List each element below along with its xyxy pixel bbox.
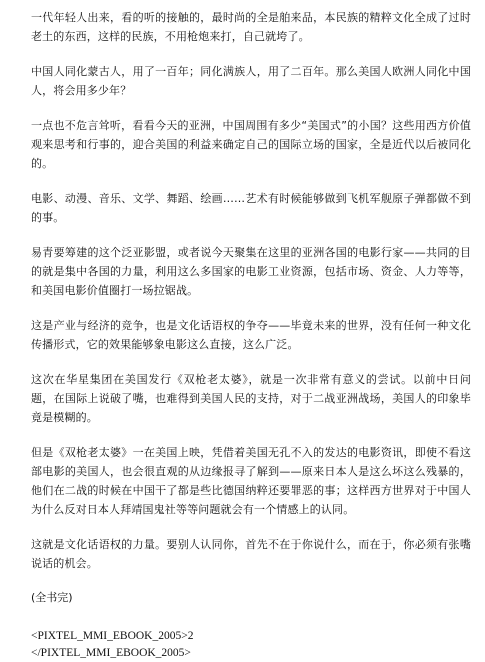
paragraph-4: 电影、动漫、音乐、文学、舞蹈、绘画……艺术有时候能够做到飞机军舰原子弹都做不到的事。 (31, 192, 471, 224)
paragraph-8: 但是《双枪老太婆》一在美国上映，凭借着美国无孔不入的发达的电影资讯，即使不看这部电影的美国人，也会很直观的从边缘报寻了解到——原来日本人是这么坏这么残暴的，他们在二战的时候在中国干了都是些比德国纳粹还要罪恶的事；这样西方世界对于中国人为什么反对日本人拜靖国鬼社等等问题就会有一个情感上的认同。 (31, 446, 471, 516)
ebook-marker-close: </PIXTEL_MMI_EBOOK_2005> (31, 647, 191, 659)
paragraph-9: 这就是文化话语权的力量。要别人认同你，首先不在于你说什么，而在于，你必须有张嘴说话的机会。 (31, 538, 471, 570)
ebook-marker-open: <PIXTEL_MMI_EBOOK_2005>2 (31, 630, 194, 642)
paragraph-1: 一代年轻人出来，看的听的接触的，最时尚的全是舶来品，本民族的精粹文化全成了过时老土的东西，这样的民族，不用枪炮来打，自己就垮了。 (31, 11, 471, 43)
paragraph-6: 这是产业与经济的竞争，也是文化话语权的争夺——毕竟未来的世界，没有任何一种文化传播形式，它的效果能够象电影这么直接，这么广泛。 (31, 319, 471, 351)
end-note: (全书完) (31, 591, 73, 604)
paragraph-3: 一点也不危言耸听，看看今天的亚洲，中国周围有多少“美国式”的小国？这些用西方价值观来思考和行事的，迎合美国的利益来确定自己的国际立场的国家，全是近代以后被同化的。 (31, 119, 471, 170)
paragraph-2: 中国人同化蒙古人，用了一百年；同化满族人，用了二百年。那么美国人欧洲人同化中国人，将会用多少年？ (31, 65, 471, 97)
paragraph-5: 易青要筹建的这个泛亚影盟，或者说今天聚集在这里的亚洲各国的电影行家——共同的目的就是集中各国的力量，利用这么多国家的电影工业资源，包括市场、资金、人力等等，和美国电影价值圈打一场拉锯战。 (31, 246, 471, 297)
paragraph-7: 这次在华星集团在美国发行《双枪老太婆》，就是一次非常有意义的尝试。以前中日问题，在国际上说破了嘴，也难得到美国人民的支持，对于二战亚洲战场，美国人的印象毕竟是模糊的。 (31, 373, 471, 424)
